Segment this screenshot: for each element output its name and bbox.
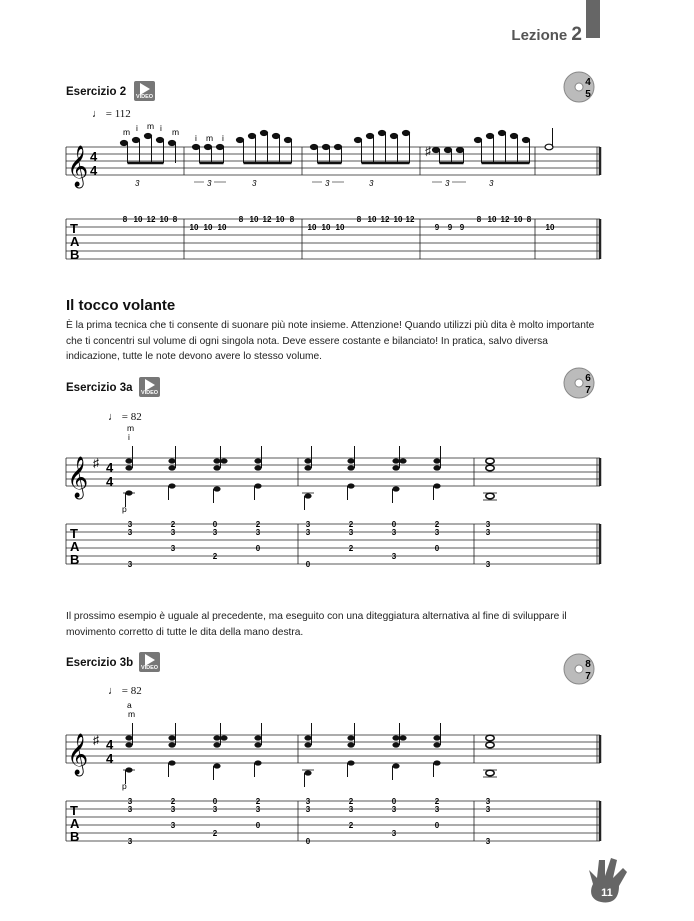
triplet: 3 [252, 179, 257, 188]
exercise3a-score [66, 423, 600, 569]
tab-number: 0 [305, 560, 311, 569]
tab-number: 3 [348, 805, 354, 814]
fingering: m [172, 127, 180, 137]
tab-number: 3 [434, 805, 440, 814]
tab-number: 0 [434, 821, 440, 830]
tab-number: 3 [170, 821, 176, 830]
tab-number: 3 [305, 797, 311, 806]
tab-number: 3 [485, 528, 491, 537]
svg-text:8: 8 [356, 215, 362, 224]
chord [168, 446, 175, 500]
svg-text:T: T [70, 221, 78, 236]
svg-text:10: 10 [217, 223, 227, 232]
exercise-3a-title: Esercizio 3a [66, 382, 133, 394]
tab-number: 0 [391, 797, 397, 806]
svg-text:10: 10 [545, 223, 555, 232]
tab-number: 3 [170, 805, 176, 814]
tab-number: 2 [348, 797, 354, 806]
tab-number: 0 [434, 544, 440, 553]
tab-number: 3 [485, 805, 491, 814]
key-signature-sharp: ♯ [93, 456, 99, 470]
chord [213, 446, 227, 503]
tempo-marking: ♩ = 82 [108, 685, 142, 697]
tab-number: 3 [485, 797, 491, 806]
fingering: m [206, 133, 214, 143]
fingering-bottom: m [128, 709, 136, 719]
svg-text:10: 10 [275, 215, 285, 224]
svg-text:B: B [70, 552, 80, 567]
video-label: VIDEO [140, 665, 159, 671]
tab-number: 3 [391, 528, 397, 537]
fingering-bottom: i [128, 432, 130, 442]
fingering-top: m [127, 423, 135, 433]
page-number: 11 [601, 887, 613, 899]
cd-track-top: 6 [585, 373, 591, 384]
chord [302, 723, 314, 787]
fingering: i [160, 123, 162, 133]
tab-number: 3 [127, 797, 133, 806]
chord [392, 723, 406, 780]
chord [213, 723, 227, 780]
chord [302, 446, 314, 510]
svg-text:10: 10 [487, 215, 497, 224]
tab-number: 3 [305, 520, 311, 529]
chord [254, 723, 261, 777]
tab-number: 3 [485, 520, 491, 529]
tab-number: 2 [170, 520, 176, 529]
tab-number: 2 [212, 829, 218, 838]
svg-text:4: 4 [90, 163, 98, 178]
tab-number: 3 [127, 560, 133, 569]
tab-number: 2 [434, 797, 440, 806]
tab-number: 2 [348, 520, 354, 529]
svg-text:8: 8 [526, 215, 532, 224]
tab-number: 3 [305, 528, 311, 537]
video-label: VIDEO [135, 94, 154, 100]
svg-text:10: 10 [249, 215, 259, 224]
chord [347, 446, 354, 500]
svg-text:♯: ♯ [425, 144, 431, 158]
fingering-top: a [127, 700, 132, 710]
video-label: VIDEO [140, 390, 159, 396]
tab-number: 2 [255, 520, 261, 529]
section-paragraph: È la prima tecnica che ti consente di suonare più note insieme. Attenzione! Quando utilizzi più dita è molto importante che ti concentri sul volume di ogni singola nota. Deve essere costante e bilanciato! In pratica, salvo diversa indicazione, tutte le note devono avere lo stesso volume. [66, 320, 595, 362]
svg-text:B: B [70, 829, 80, 844]
svg-text:10: 10 [393, 215, 403, 224]
tab-number: 3 [255, 528, 261, 537]
tab-number: 3 [212, 528, 218, 537]
chord [123, 446, 135, 507]
time-signature: 4 [106, 737, 114, 752]
svg-text:T: T [70, 526, 78, 541]
tab-number: 3 [127, 528, 133, 537]
tempo-value: = 112 [105, 108, 131, 120]
svg-text:9: 9 [434, 223, 440, 232]
triplet: 3 [445, 179, 450, 188]
svg-text:12: 12 [146, 215, 156, 224]
svg-text:10: 10 [189, 223, 199, 232]
tempo-marking: ♩ = 112 [92, 108, 131, 120]
svg-text:12: 12 [500, 215, 510, 224]
lesson-number: 2 [571, 24, 582, 45]
tab-number: 3 [305, 805, 311, 814]
chord [123, 723, 135, 784]
svg-text:9: 9 [459, 223, 465, 232]
chord [433, 723, 440, 777]
cd-track-bottom: 5 [585, 89, 591, 100]
tab-number: 3 [127, 520, 133, 529]
svg-text:8: 8 [238, 215, 244, 224]
tab-number: 3 [391, 552, 397, 561]
exercise-3b-title: Esercizio 3b [66, 657, 134, 669]
fingering: m [147, 121, 155, 131]
time-signature: 4 [90, 149, 98, 164]
svg-text:8: 8 [476, 215, 482, 224]
key-signature-sharp: ♯ [93, 733, 99, 747]
tab-number: 3 [485, 837, 491, 846]
svg-text:10: 10 [203, 223, 213, 232]
section-title: Il tocco volante [66, 297, 176, 314]
svg-text:8: 8 [122, 215, 128, 224]
cd-track-bottom: 7 [585, 385, 591, 396]
svg-text:A: A [70, 234, 80, 249]
triplet: 3 [489, 179, 494, 188]
tab-number: 2 [212, 552, 218, 561]
svg-text:A: A [70, 816, 80, 831]
tab-number: 0 [255, 544, 261, 553]
svg-text:B: B [70, 247, 80, 262]
svg-text:10: 10 [133, 215, 143, 224]
tab-number: 3 [127, 837, 133, 846]
triplet: 3 [369, 179, 374, 188]
cd-track-bottom: 7 [585, 671, 591, 682]
svg-text:10: 10 [513, 215, 523, 224]
exercise3b-score [66, 700, 600, 846]
tab-number: 2 [434, 520, 440, 529]
time-signature: 4 [106, 460, 114, 475]
tempo-marking: ♩ = 82 [108, 411, 142, 423]
tab-number: 0 [212, 797, 218, 806]
svg-text:9: 9 [447, 223, 453, 232]
thumb-fingering: p [122, 781, 127, 791]
tab-number: 3 [348, 528, 354, 537]
tab-number: 0 [305, 837, 311, 846]
triplet: 3 [207, 179, 212, 188]
thumb-fingering: p [122, 504, 127, 514]
tab-number: 3 [212, 805, 218, 814]
svg-text:12: 12 [262, 215, 272, 224]
exercise-2-title: Esercizio 2 [66, 86, 127, 98]
tab-number: 2 [170, 797, 176, 806]
tab-number: 3 [255, 805, 261, 814]
tab-number: 3 [170, 528, 176, 537]
tab-number: 0 [212, 520, 218, 529]
fingering: i [136, 123, 138, 133]
chord [168, 723, 175, 777]
fingering: i [195, 133, 197, 143]
svg-text:10: 10 [321, 223, 331, 232]
svg-text:A: A [70, 539, 80, 554]
fingering: m [123, 127, 131, 137]
tempo-value: = 82 [121, 685, 142, 697]
svg-text:T: T [70, 803, 78, 818]
svg-text:8: 8 [289, 215, 295, 224]
chord [433, 446, 440, 500]
tab-number: 3 [485, 560, 491, 569]
lesson-label: Lezione [511, 27, 568, 44]
svg-text:12: 12 [380, 215, 390, 224]
fingering: i [222, 133, 224, 143]
svg-text:10: 10 [335, 223, 345, 232]
cd-track-top: 8 [585, 659, 591, 670]
treble-clef: 𝄞 [67, 733, 89, 774]
tab-number: 3 [391, 829, 397, 838]
svg-text:10: 10 [367, 215, 377, 224]
svg-text:10: 10 [307, 223, 317, 232]
chord [392, 446, 406, 503]
tab-number: 2 [348, 821, 354, 830]
svg-text:4: 4 [106, 751, 114, 766]
tab-number: 0 [255, 821, 261, 830]
triplet: 3 [325, 179, 330, 188]
hand-icon [583, 856, 631, 906]
tab-number: 3 [170, 544, 176, 553]
svg-text:4: 4 [106, 474, 114, 489]
tab-number: 3 [127, 805, 133, 814]
triplet: 3 [135, 179, 140, 188]
treble-clef: 𝄞 [67, 456, 89, 497]
svg-text:10: 10 [159, 215, 169, 224]
tempo-value: = 82 [121, 411, 142, 423]
paragraph-2: Il prossimo esempio è uguale al precedente, ma eseguito con una diteggiatura alternativa al fine di sviluppare il movimento corretto di tutte le dita della mano destra. [66, 611, 567, 638]
tab-number: 3 [391, 805, 397, 814]
tab-number: 0 [391, 520, 397, 529]
treble-clef: 𝄞 [67, 145, 89, 186]
tab-number: 2 [348, 544, 354, 553]
svg-text:12: 12 [405, 215, 415, 224]
chord [254, 446, 261, 500]
chord [347, 723, 354, 777]
tab-number: 3 [434, 528, 440, 537]
cd-track-top: 4 [585, 77, 591, 88]
svg-text:8: 8 [172, 215, 178, 224]
tab-number: 2 [255, 797, 261, 806]
